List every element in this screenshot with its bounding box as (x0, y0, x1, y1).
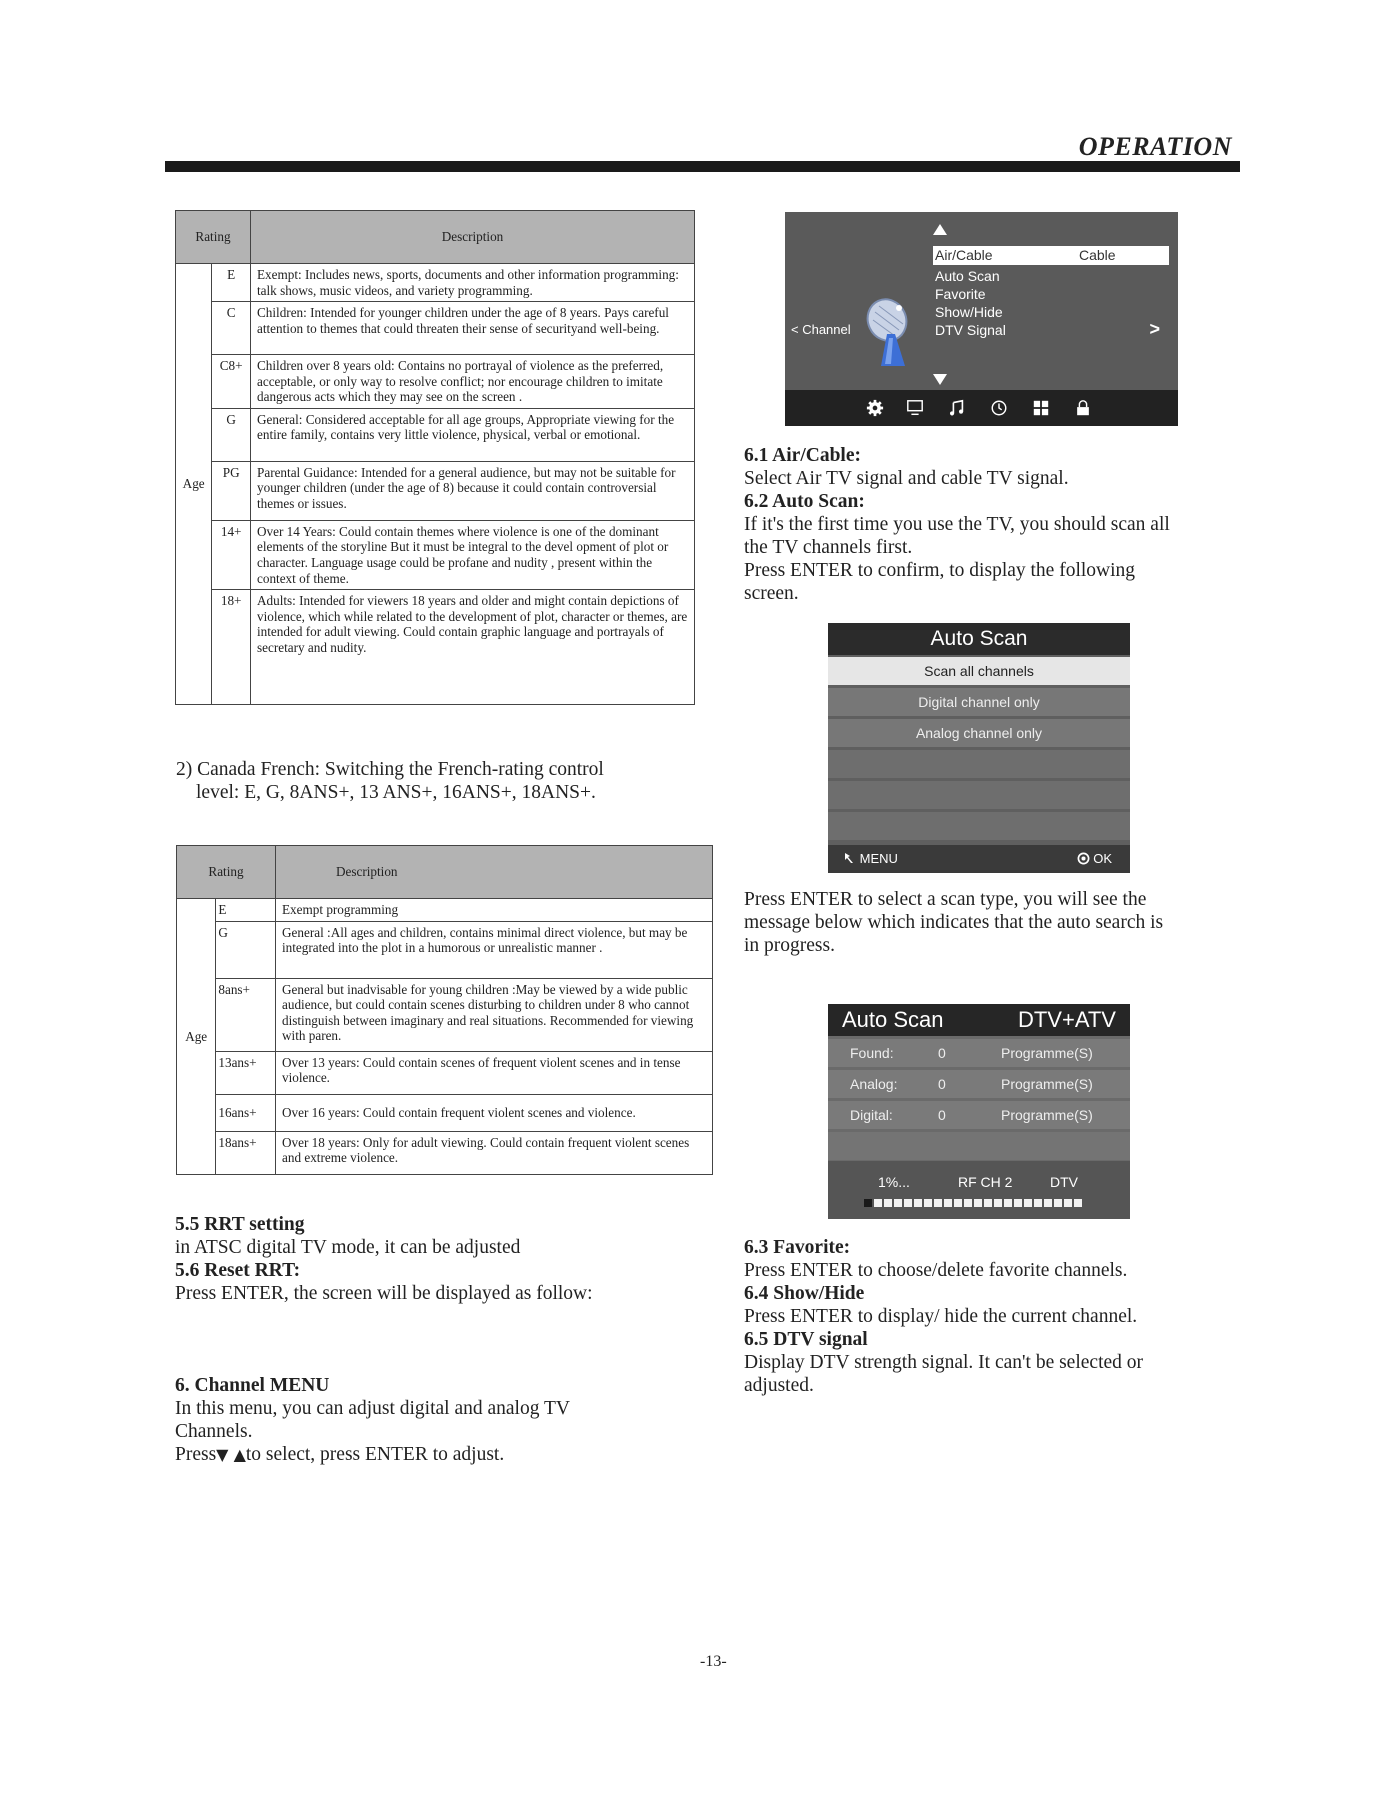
rating-description: Over 13 years: Could contain scenes of frequent violent scenes and in tense violence. (276, 1051, 713, 1094)
progress-segment (1014, 1199, 1022, 1207)
digital-row (828, 1101, 1130, 1129)
scan-percent: 1%... (878, 1174, 910, 1190)
analog-unit: Programme(S) (1001, 1076, 1093, 1092)
progress-segment (914, 1199, 922, 1207)
menu-item-auto-scan[interactable]: Auto Scan (935, 268, 1000, 284)
table-row (177, 1051, 713, 1094)
air-cable-label: Air/Cable (935, 247, 993, 263)
auto-scan-title: Auto Scan (828, 623, 1130, 655)
rrt-section (175, 1213, 593, 1305)
col-header-rating: Rating (177, 846, 276, 899)
empty-row (828, 812, 1130, 840)
auto-scan-menu (828, 623, 1130, 873)
progress-segment (1024, 1199, 1032, 1207)
canada-french-line1: 2) Canada French: Switching the French-rating control (176, 759, 604, 780)
air-cable-heading: 6.1 Air/Cable: (744, 445, 861, 466)
progress-segment (884, 1199, 892, 1207)
channel-menu-heading: 6. Channel MENU (175, 1375, 330, 1396)
col-header-description: Description (276, 846, 713, 899)
satellite-dish-icon (865, 294, 915, 370)
menu-item-show-hide[interactable]: Show/Hide (935, 304, 1003, 320)
page-number: -13- (700, 1653, 727, 1670)
progress-segment (964, 1199, 972, 1207)
rating-code: E (212, 264, 251, 302)
rating-description: Exempt programming (276, 899, 713, 922)
rating-code: 16ans+ (216, 1094, 276, 1131)
rating-description: General but inadvisable for young children :May be viewed by a wide public audience, but could contain scenes disturbing to children under 8 who cannot distinguish between imaginary and real situations. Recommended for viewing with paren. (276, 978, 713, 1051)
ok-circle-icon (1077, 852, 1090, 865)
rating-code: G (212, 408, 251, 461)
progress-segment (1064, 1199, 1072, 1207)
dtv-signal-text2: adjusted. (744, 1375, 814, 1396)
rating-code: PG (212, 461, 251, 520)
rating-code: E (216, 899, 276, 922)
progress-segment (994, 1199, 1002, 1207)
down-up-arrows-icon: ▼ ▲ (216, 1445, 246, 1464)
progress-segment (1044, 1199, 1052, 1207)
table-row (176, 520, 695, 589)
empty-row (828, 750, 1130, 778)
lock-icon[interactable] (1073, 399, 1093, 417)
menu-label: MENU (859, 851, 898, 866)
table-row (176, 408, 695, 461)
scan-progress-title: Auto Scan (842, 1007, 944, 1032)
rating-code: 8ans+ (216, 978, 276, 1051)
empty-row (828, 1132, 1130, 1160)
channel-press-label: Press (175, 1444, 217, 1465)
table-row (177, 1131, 713, 1174)
progress-segment (984, 1199, 992, 1207)
menu-item-favorite[interactable]: Favorite (935, 286, 986, 302)
progress-segment (1004, 1199, 1012, 1207)
favorite-section (744, 1236, 1143, 1397)
ok-key-hint[interactable] (1077, 845, 1112, 873)
air-cable-section (744, 444, 1170, 605)
rating-code: 13ans+ (216, 1051, 276, 1094)
analog-row (828, 1070, 1130, 1098)
table-header-row (176, 211, 695, 264)
rating-code: 18ans+ (216, 1131, 276, 1174)
down-arrow-icon[interactable] (933, 374, 947, 385)
col-header-description: Description (251, 211, 695, 264)
digital-channel-only-option[interactable]: Digital channel only (828, 688, 1130, 716)
auto-scan-footer (828, 845, 1130, 873)
auto-scan-text1: If it's the first time you use the TV, you should scan all (744, 514, 1170, 535)
dtv-signal-text1: Display DTV strength signal. It can't be selected or (744, 1352, 1144, 1373)
header-rule (165, 161, 1240, 172)
progress-segment (934, 1199, 942, 1207)
progress-segment (944, 1199, 952, 1207)
age-label: Age (177, 899, 216, 1175)
empty-row (828, 781, 1130, 809)
rating-code: C8+ (212, 355, 251, 409)
menu-pointer-icon (844, 852, 856, 864)
analog-channel-only-option[interactable]: Analog channel only (828, 719, 1130, 747)
auto-scan-text4: screen. (744, 583, 799, 604)
table-row (176, 590, 695, 705)
progress-segment (1054, 1199, 1062, 1207)
air-cable-text: Select Air TV signal and cable TV signal. (744, 468, 1069, 489)
scan-progress-title-bar (828, 1004, 1130, 1036)
table-row (176, 461, 695, 520)
reset-rrt-heading: 5.6 Reset RRT: (175, 1260, 301, 1281)
gear-icon[interactable] (865, 399, 885, 417)
rating-description: General: Considered acceptable for all age groups, Appropriate viewing for the entire family, contains very little violence, physical, verbal or emotional. (251, 408, 695, 461)
table-row (177, 1094, 713, 1131)
channel-menu-section (175, 1374, 570, 1466)
nav-right-icon[interactable]: > (1149, 319, 1160, 339)
auto-scan-heading: 6.2 Auto Scan: (744, 491, 865, 512)
rating-description: General :All ages and children, contains minimal direct violence, but may be integrated into the plot in a humorous or unrealistic manner . (276, 921, 713, 978)
channel-nav-left[interactable]: < Channel (791, 322, 851, 337)
progress-segment (954, 1199, 962, 1207)
rating-code: 18+ (212, 590, 251, 705)
show-hide-heading: 6.4 Show/Hide (744, 1283, 865, 1304)
progress-segment (974, 1199, 982, 1207)
rating-description: Parental Guidance: Intended for a general audience, but may not be suitable for younger children (under the age of 8) because it could contain controversial themes or issues. (251, 461, 695, 520)
menu-key-hint[interactable] (844, 845, 898, 873)
progress-segment (874, 1199, 882, 1207)
dtv-signal-heading: 6.5 DTV signal (744, 1329, 868, 1350)
canada-french-intro (176, 758, 604, 804)
menu-item-air-cable[interactable] (933, 246, 1169, 265)
grid-icon[interactable] (1031, 399, 1051, 417)
progress-segment (894, 1199, 902, 1207)
found-label: Found: (850, 1045, 894, 1061)
progress-segment (864, 1199, 872, 1207)
channel-menu-text1: In this menu, you can adjust digital and analog TV (175, 1398, 570, 1419)
scan-type-text2: message below which indicates that the auto search is (744, 912, 1164, 933)
signal-type: DTV (1050, 1174, 1078, 1190)
digital-count: 0 (938, 1107, 946, 1123)
digital-label: Digital: (850, 1107, 893, 1123)
rrt-text: in ATSC digital TV mode, it can be adjusted (175, 1237, 521, 1258)
found-row (828, 1039, 1130, 1067)
age-label: Age (176, 264, 212, 705)
digital-unit: Programme(S) (1001, 1107, 1093, 1123)
rating-description: Children: Intended for younger children under the age of 8 years. Pays careful attention to themes that could threaten their sense of securityand well-being. (251, 302, 695, 355)
table-header-row (177, 846, 713, 899)
air-cable-value: Cable (1079, 247, 1116, 263)
rating-description: Exempt: Includes news, sports, documents and other information programming: talk shows, music videos, and variety programming. (251, 264, 695, 302)
rating-code: G (216, 921, 276, 978)
rating-description: Over 16 years: Could contain frequent violent scenes and violence. (276, 1094, 713, 1131)
scan-progress-area (828, 1161, 1130, 1219)
scan-mode: DTV+ATV (1017, 1007, 1116, 1032)
found-count: 0 (938, 1045, 946, 1061)
auto-scan-text2: the TV channels first. (744, 537, 913, 558)
progress-bar (864, 1199, 1082, 1207)
show-hide-text: Press ENTER to display/ hide the current channel. (744, 1306, 1138, 1327)
channel-press-rest: to select, press ENTER to adjust. (245, 1444, 505, 1465)
analog-count: 0 (938, 1076, 946, 1092)
page-header-title: OPERATION (1078, 132, 1232, 161)
rating-description: Adults: Intended for viewers 18 years and older and might contain depictions of violence, which while related to the development of plot, character or themes, are intended for adult viewing. Could contain graphic language and portrayals of secretary and nudity. (251, 590, 695, 705)
col-header-rating: Rating (176, 211, 251, 264)
menu-item-dtv-signal[interactable]: DTV Signal (935, 322, 1006, 338)
rating-description: Over 18 years: Only for adult viewing. Could contain frequent violent scenes and extreme violence. (276, 1131, 713, 1174)
us-rating-table (175, 210, 695, 705)
channel-osd-menu (785, 212, 1178, 426)
music-note-icon[interactable] (947, 399, 967, 417)
scan-type-text1: Press ENTER to select a scan type, you will see the (744, 889, 1147, 910)
monitor-icon[interactable] (905, 399, 925, 417)
found-unit: Programme(S) (1001, 1045, 1093, 1061)
table-row (176, 302, 695, 355)
scan-all-channels-option[interactable]: Scan all channels (828, 657, 1130, 685)
rf-channel: RF CH 2 (958, 1174, 1013, 1190)
table-row (176, 355, 695, 409)
favorite-text: Press ENTER to choose/delete favorite channels. (744, 1260, 1128, 1281)
clock-icon[interactable] (989, 399, 1009, 417)
progress-segment (904, 1199, 912, 1207)
table-row (177, 899, 713, 922)
channel-menu-text2: Channels. (175, 1421, 253, 1442)
up-arrow-icon[interactable] (933, 224, 947, 235)
auto-scan-text3: Press ENTER to confirm, to display the following (744, 560, 1136, 581)
rating-description: Over 14 Years: Could contain themes where violence is one of the dominant elements of the storyline But it must be integral to the devel opment of plot or character. Language usage could be profane and nudity , present within the context of theme. (251, 520, 695, 589)
favorite-heading: 6.3 Favorite: (744, 1237, 851, 1258)
scan-type-text3: in progress. (744, 935, 835, 956)
reset-rrt-text: Press ENTER, the screen will be displayed as follow: (175, 1283, 593, 1304)
ok-label: OK (1093, 851, 1112, 866)
menu-category-bar (785, 390, 1178, 426)
progress-segment (924, 1199, 932, 1207)
scan-type-section (744, 888, 1163, 957)
french-rating-table (176, 845, 713, 1175)
rating-code: 14+ (212, 520, 251, 589)
table-row (177, 921, 713, 978)
rating-description: Children over 8 years old: Contains no portrayal of violence as the preferred, acceptable, or only way to resolve conflict; nor encourage children to imitate dangerous acts which they may see on the screen . (251, 355, 695, 409)
progress-segment (1074, 1199, 1082, 1207)
analog-label: Analog: (850, 1076, 898, 1092)
rrt-heading: 5.5 RRT setting (175, 1214, 305, 1235)
canada-french-line2: level: E, G, 8ANS+, 13 ANS+, 16ANS+, 18ANS+. (196, 782, 596, 803)
rating-code: C (212, 302, 251, 355)
progress-segment (1034, 1199, 1042, 1207)
scan-progress-panel (828, 1004, 1130, 1219)
table-row (176, 264, 695, 302)
table-row (177, 978, 713, 1051)
